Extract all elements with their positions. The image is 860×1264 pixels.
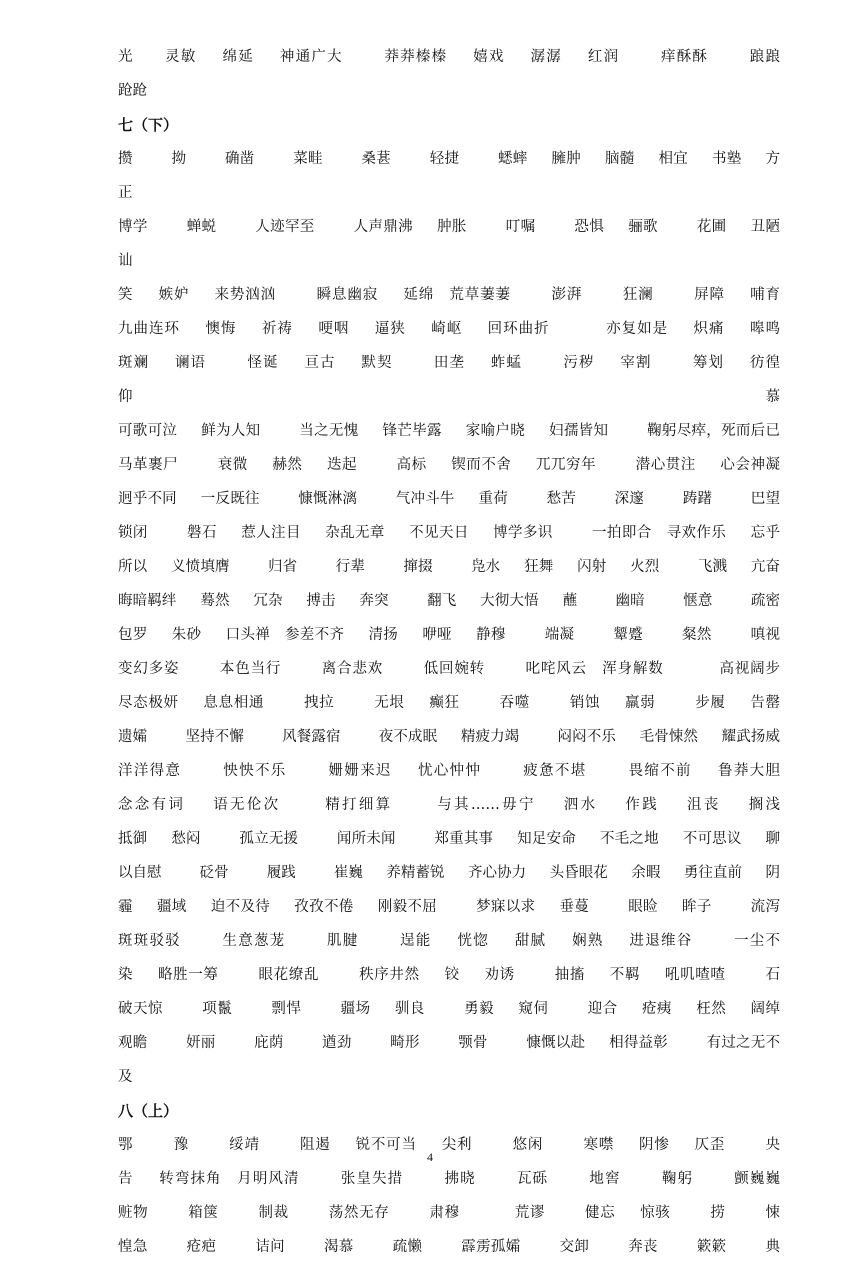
vocab-line: 抵御 愁闷 孤立无援 闻所未闻 郑重其事 知足安命 不毛之地 不可思议 聊	[118, 831, 780, 847]
vocab-line: 马革裹尸 衰微 赫然 迭起 高标 锲而不舍 兀兀穷年 潜心贯注 心会神凝	[118, 457, 780, 473]
vocab-line: 晦暗羁绊 蓦然 冗杂 搏击 奔突 翻飞 大彻大悟 蘸 幽暗 惬意 疏密	[118, 593, 780, 609]
vocab-line: 九曲连环 懊悔 祈祷 哽咽 逼狭 崎岖 回环曲折 亦复如是 炽痛 嗥鸣	[118, 321, 780, 337]
vocab-line: 告 转弯抹角 月明风清 张皇失措 拂晓 瓦砾 地窖 鞠躬 颤巍巍	[118, 1171, 780, 1187]
page-number: 4	[427, 1150, 433, 1164]
vocab-line: 变幻多姿 本色当行 离合悲欢 低回婉转 叱咤风云 浑身解数 高视阔步	[118, 661, 780, 677]
vocab-line: 赃物 箱箧 制裁 荡然无存 肃穆 荒谬 健忘 惊骇 捞 悚	[118, 1205, 780, 1221]
vocab-line: 斑斑驳驳 生意葱茏 肌腱 逞能 恍惚 甜腻 娴熟 进退维谷 一尘不	[118, 933, 780, 949]
vocab-line: 可歌可泣 鲜为人知 当之无愧 锋芒毕露 家喻户晓 妇孺皆知 鞠躬尽瘁，死而后已	[118, 423, 780, 439]
vocab-line: 博学 蝉蜕 人迹罕至 人声鼎沸 肿胀 叮嘱 恐惧 骊歌 花圃 丑陋 讪	[118, 219, 818, 269]
vocab-line: 洋洋得意 怏怏不乐 姗姗来迟 忧心忡忡 疲惫不堪 畏缩不前 鲁莽大胆	[118, 763, 780, 779]
vocab-line: 攒 拗 确凿 菜畦 桑葚 轻捷 蟋蟀 臃肿 脑髓 相宜 书塾 方正	[118, 151, 781, 201]
vocab-line: 破天惊 项鬣 剽悍 疆场 驯良 勇毅 窥伺 迎合 疮痍 枉然 阔绰	[118, 1001, 780, 1017]
vocab-line: 染 略胜一筹 眼花缭乱 秩序井然 铰 劝诱 抽搐 不羁 吼叽喳喳 石	[118, 967, 780, 983]
document-page	[118, 40, 818, 1264]
vocab-line: 鄂 豫 绥靖 阻遏 锐不可当 尖利 悠闲 寒噤 阴惨 仄歪 央	[118, 1137, 780, 1153]
vocab-line: 遗孀 坚持不懈 风餐露宿 夜不成眠 精疲力竭 闷闷不乐 毛骨悚然 耀武扬威	[118, 729, 780, 745]
vocab-line: 霾 疆域 迫不及待 孜孜不倦 刚毅不屈 梦寐以求 垂蔓 眼睑 眸子 流泻	[118, 899, 780, 915]
vocab-line: 光 灵敏 绵延 神通广大 莽莽榛榛 嬉戏 潺潺 红润 痒酥酥 踉踉	[118, 49, 780, 65]
section-heading-8-upper: 八（上）	[118, 1102, 179, 1120]
vocab-line: 包罗 朱砂 口头禅 参差不齐 清扬 咿哑 静穆 端凝 颦蹙 粲然 嗔视	[118, 627, 780, 643]
vocab-line: 斑斓 谰语 怪诞 亘古 默契 田垄 蚱蜢 污秽 宰割 筹划 彷徨 仰慕	[118, 355, 818, 405]
vocab-line: 惶急 疮疤 诘问 渴慕 疏懒 霹雳孤孀 交卸 奔丧 簌簌 典	[118, 1239, 780, 1255]
vocab-line: 跄跄	[118, 83, 147, 99]
vocab-line: 锁闭 磐石 惹人注目 杂乱无章 不见天日 博学多识 一拍即合 寻欢作乐 忘乎	[118, 525, 780, 541]
vocab-line: 以自慰 砭骨 履践 崔巍 养精蓄锐 齐心协力 头昏眼花 余暇 勇往直前 阴	[118, 865, 780, 881]
vocab-line: 尽态极妍 息息相通 拽拉 无垠 癫狂 吞噬 销蚀 羸弱 步履 告罄	[118, 695, 780, 711]
vocab-line: 笑 嫉妒 来势汹汹 瞬息幽寂 延绵 荒草萋萋 澎湃 狂澜 屏障 哺育	[118, 287, 780, 303]
vocab-line: 迥乎不同 一反既往 慷慨淋漓 气冲斗牛 重荷 愁苦 深邃 踌躇 巴望	[118, 491, 780, 507]
vocab-line: 观瞻 妍丽 庇荫 遒劲 畸形 颚骨 慷慨以赴 相得益彰 有过之无不	[118, 1035, 780, 1051]
vocab-line: 念念有词 语无伦次 精打细算 与其……毋宁 泗水 作践 沮丧 搁浅	[118, 797, 780, 813]
section-heading-7-lower: 七（下）	[118, 116, 179, 134]
top-block	[118, 40, 780, 108]
section-8-vocab	[118, 1128, 780, 1264]
vocab-line: 所以 义愤填膺 归省 行辈 撺掇 凫水 狂舞 闪射 火烈 飞溅 亢奋	[118, 559, 780, 575]
vocab-line: 及	[118, 1069, 133, 1085]
section-7-vocab	[118, 142, 818, 1094]
